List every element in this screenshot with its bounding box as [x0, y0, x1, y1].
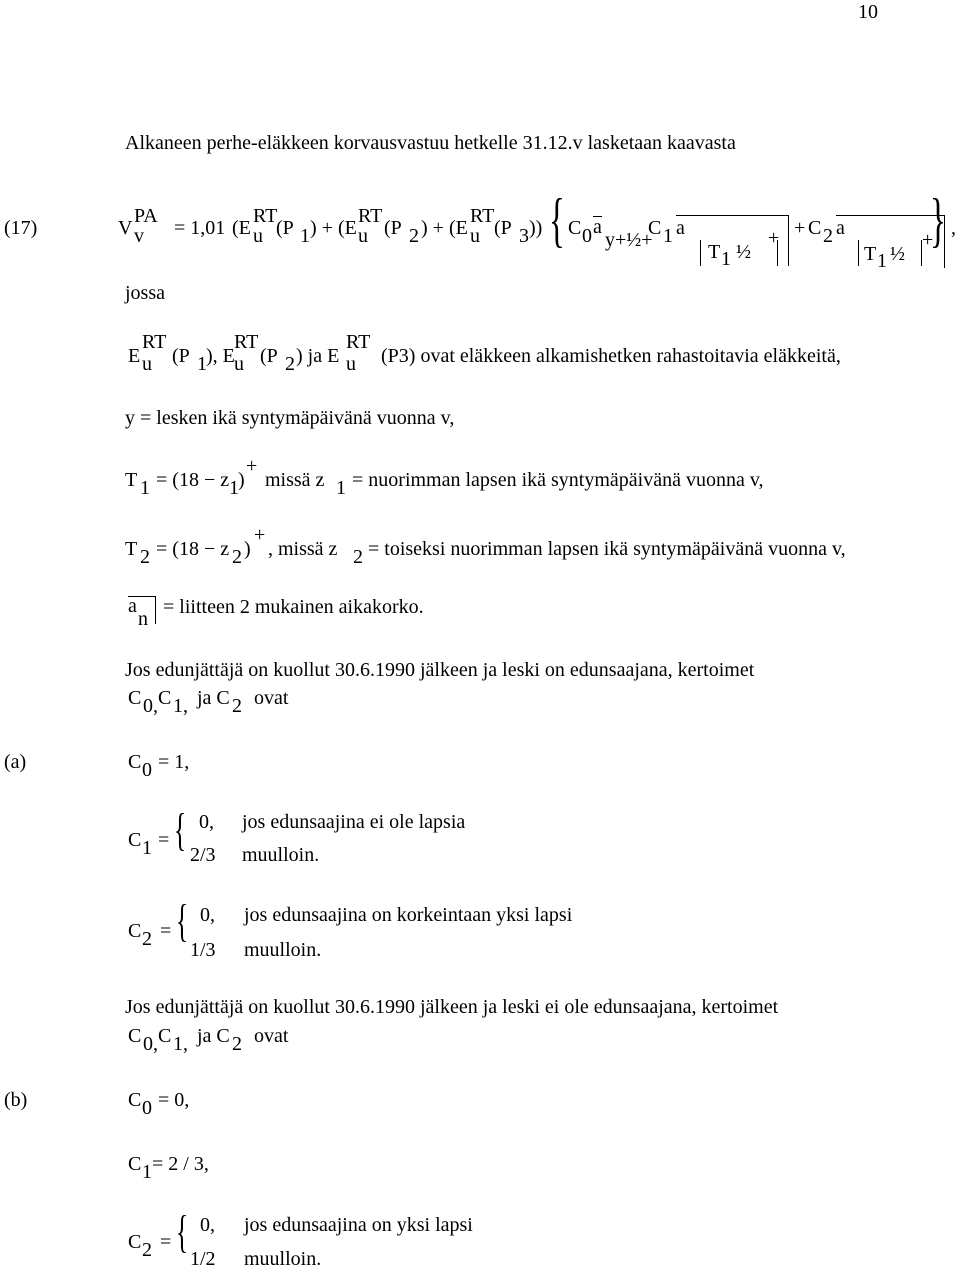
equals-factor: = 1,01	[174, 217, 226, 239]
b-C2-case1-val: 0,	[200, 1214, 215, 1236]
b-C1-sub: 1	[142, 1161, 152, 1183]
b-coef-C0: C	[128, 1025, 142, 1047]
E1-RT: RT	[142, 331, 167, 353]
coef-ovat: ovat	[254, 687, 289, 709]
C1: C	[648, 217, 662, 239]
b-coef-C1: C	[158, 1025, 172, 1047]
an-a: a	[128, 595, 137, 617]
P1-open: (P	[276, 217, 294, 239]
T1-1: T	[708, 241, 721, 263]
b-C0-sub: 0	[142, 1097, 152, 1119]
P1-sub: 1	[197, 353, 207, 375]
a-C0: C	[128, 751, 142, 773]
a-C1-case1-val: 0,	[199, 811, 214, 833]
plus-1: +	[768, 227, 780, 249]
a-C1-eq: =	[158, 829, 170, 851]
a-C2-case2-val: 1/3	[190, 939, 216, 961]
T1-sub: 1	[140, 477, 150, 499]
T1-z-sub: 1	[336, 477, 346, 499]
an-text: = liitteen 2 mukainen aikakorko.	[163, 596, 424, 618]
plus-C2: +	[794, 217, 806, 239]
u-sub-2: u	[358, 225, 368, 247]
close-plus-1: ) + (E	[310, 217, 357, 239]
T1-close: )	[238, 469, 245, 491]
b-C0-val: = 0,	[158, 1089, 190, 1111]
coef-C1: C	[158, 687, 172, 709]
T1: T	[125, 469, 138, 491]
P2-open: (P	[384, 217, 402, 239]
E2-u: u	[234, 353, 244, 375]
T2-expr: = (18 − z	[156, 538, 230, 560]
b-coef-C0-sub: 0,	[143, 1033, 158, 1055]
def-E-text: (P3) ovat eläkkeen alkamishetken rahastoitavia eläkkeitä,	[381, 345, 841, 367]
a-C0-val: = 1,	[158, 751, 190, 773]
T2-z-sub: 2	[353, 546, 363, 568]
b-coef-C1-sub: 1,	[173, 1033, 188, 1055]
coef-C2-sub: 2	[232, 695, 242, 717]
ja-E: ) ja E	[296, 345, 340, 367]
b-C1-val: = 2 / 3,	[152, 1153, 209, 1175]
T1-text-b: = nuorimman lapsen ikä syntymäpäivänä vuonna v,	[352, 469, 764, 491]
a-C2-case2-text: muulloin.	[244, 939, 322, 961]
T2: T	[125, 538, 138, 560]
T2-text-a: , missä z	[268, 538, 338, 560]
half-1: ½	[736, 241, 751, 263]
a-C2: C	[128, 920, 142, 942]
b-C0: C	[128, 1089, 142, 1111]
P2-sub: 2	[409, 225, 419, 247]
a-sub-y: y+½+	[605, 229, 653, 251]
P1-sub: 1	[300, 225, 310, 247]
a-C1-case2-val: 2/3	[190, 844, 216, 866]
C1-sub: 1	[663, 225, 673, 247]
E1: E	[128, 345, 141, 367]
b-coef-C2-sub: 2	[232, 1033, 242, 1055]
T2-plus: +	[254, 524, 266, 546]
an-n: n	[138, 608, 148, 630]
C2-sub: 2	[823, 225, 833, 247]
b-C2-case2-text: muulloin.	[244, 1248, 322, 1270]
E3-RT: RT	[346, 331, 371, 353]
a-C2-sub: 2	[142, 928, 152, 950]
C0-sub: 0	[582, 225, 592, 247]
label-a: (a)	[4, 751, 27, 773]
lhs-sup: PA	[134, 205, 158, 227]
RT-sup-1: RT	[253, 205, 278, 227]
a-C1-case2-text: muulloin.	[242, 844, 320, 866]
P3-sub: 3	[519, 225, 529, 247]
T1-1-sub: 1	[721, 248, 731, 270]
coef-C0: C	[128, 687, 142, 709]
coef-ja-C: ja C	[197, 687, 230, 709]
b-C2-case1-text: jos edunsaajina on yksi lapsi	[244, 1214, 473, 1236]
def-y: y = lesken ikä syntymäpäivänä vuonna v,	[125, 407, 455, 429]
b-coef-ovat: ovat	[254, 1025, 289, 1047]
T2-text-b: = toiseksi nuorimman lapsen ikä syntymäpäivänä vuonna v,	[368, 538, 846, 560]
a-overbar: a	[593, 216, 602, 238]
lhs-V: V	[118, 217, 133, 239]
a-C1-brace-icon: {	[174, 804, 187, 855]
z2-sub: 2	[232, 546, 242, 568]
E3-u: u	[346, 353, 356, 375]
P3-open: (P	[494, 217, 512, 239]
a-C2-eq: =	[160, 920, 172, 942]
b-C2-sub: 2	[142, 1239, 152, 1261]
b-C2-brace-icon: {	[176, 1206, 189, 1257]
P1: (P	[172, 345, 190, 367]
right-brace-icon: }	[930, 187, 946, 253]
b-C2-eq: =	[160, 1231, 172, 1253]
a-2: a	[836, 217, 845, 239]
a-C2-brace-icon: {	[176, 895, 189, 946]
P2-sub: 2	[285, 353, 295, 375]
z1-sub: 1	[229, 477, 239, 499]
a-1: a	[676, 217, 685, 239]
half-2: ½	[890, 243, 905, 265]
b-C2-case2-val: 1/2	[190, 1248, 216, 1270]
E2-RT: RT	[234, 331, 259, 353]
P2: (P	[260, 345, 278, 367]
close-plus-2: ) + (E	[421, 217, 468, 239]
coef-C0-sub: 0,	[143, 695, 158, 717]
E1-u: u	[142, 353, 152, 375]
b-coef-ja-C: ja C	[197, 1025, 230, 1047]
T2-close: )	[244, 538, 251, 560]
E-open: (E	[232, 217, 251, 239]
sep1: ), E	[206, 345, 235, 367]
section-b-intro: Jos edunjättäjä on kuollut 30.6.1990 jälkeen ja leski ei ole edunsaajana, kertoimet	[125, 996, 779, 1018]
u-sub-3: u	[470, 225, 480, 247]
lhs-sub: v	[134, 225, 144, 247]
jossa-label: jossa	[125, 282, 165, 304]
intro-text: Alkaneen perhe-eläkkeen korvausvastuu hetkelle 31.12.v lasketaan kaavasta	[125, 132, 736, 154]
RT-sup-3: RT	[470, 205, 495, 227]
label-b: (b)	[4, 1089, 28, 1111]
page-number: 10	[858, 1, 878, 23]
formula-comma: ,	[951, 217, 956, 239]
coef-C1-sub: 1,	[173, 695, 188, 717]
a-C2-case1-val: 0,	[200, 904, 215, 926]
C0: C	[568, 217, 582, 239]
T1-2: T	[864, 243, 877, 265]
b-C2: C	[128, 1231, 142, 1253]
a-C1-sub: 1	[142, 837, 152, 859]
T1-2-sub: 1	[877, 250, 887, 272]
T1-plus: +	[246, 455, 258, 477]
RT-sup-2: RT	[358, 205, 383, 227]
close-3: ))	[529, 217, 543, 239]
u-sub-1: u	[253, 225, 263, 247]
C2: C	[808, 217, 822, 239]
b-C1: C	[128, 1153, 142, 1175]
a-C1: C	[128, 829, 142, 851]
T1-expr: = (18 − z	[156, 469, 230, 491]
section-a-intro: Jos edunjättäjä on kuollut 30.6.1990 jälkeen ja leski on edunsaajana, kertoimet	[125, 659, 755, 681]
a-C2-case1-text: jos edunsaajina on korkeintaan yksi lapsi	[244, 904, 573, 926]
left-brace-icon: {	[549, 187, 565, 253]
plus-2: +	[922, 229, 934, 251]
a-C0-sub: 0	[142, 759, 152, 781]
formula-label: (17)	[4, 217, 38, 239]
T2-sub: 2	[140, 546, 150, 568]
T1-text-a: missä z	[265, 469, 325, 491]
a-C1-case1-text: jos edunsaajina ei ole lapsia	[242, 811, 466, 833]
